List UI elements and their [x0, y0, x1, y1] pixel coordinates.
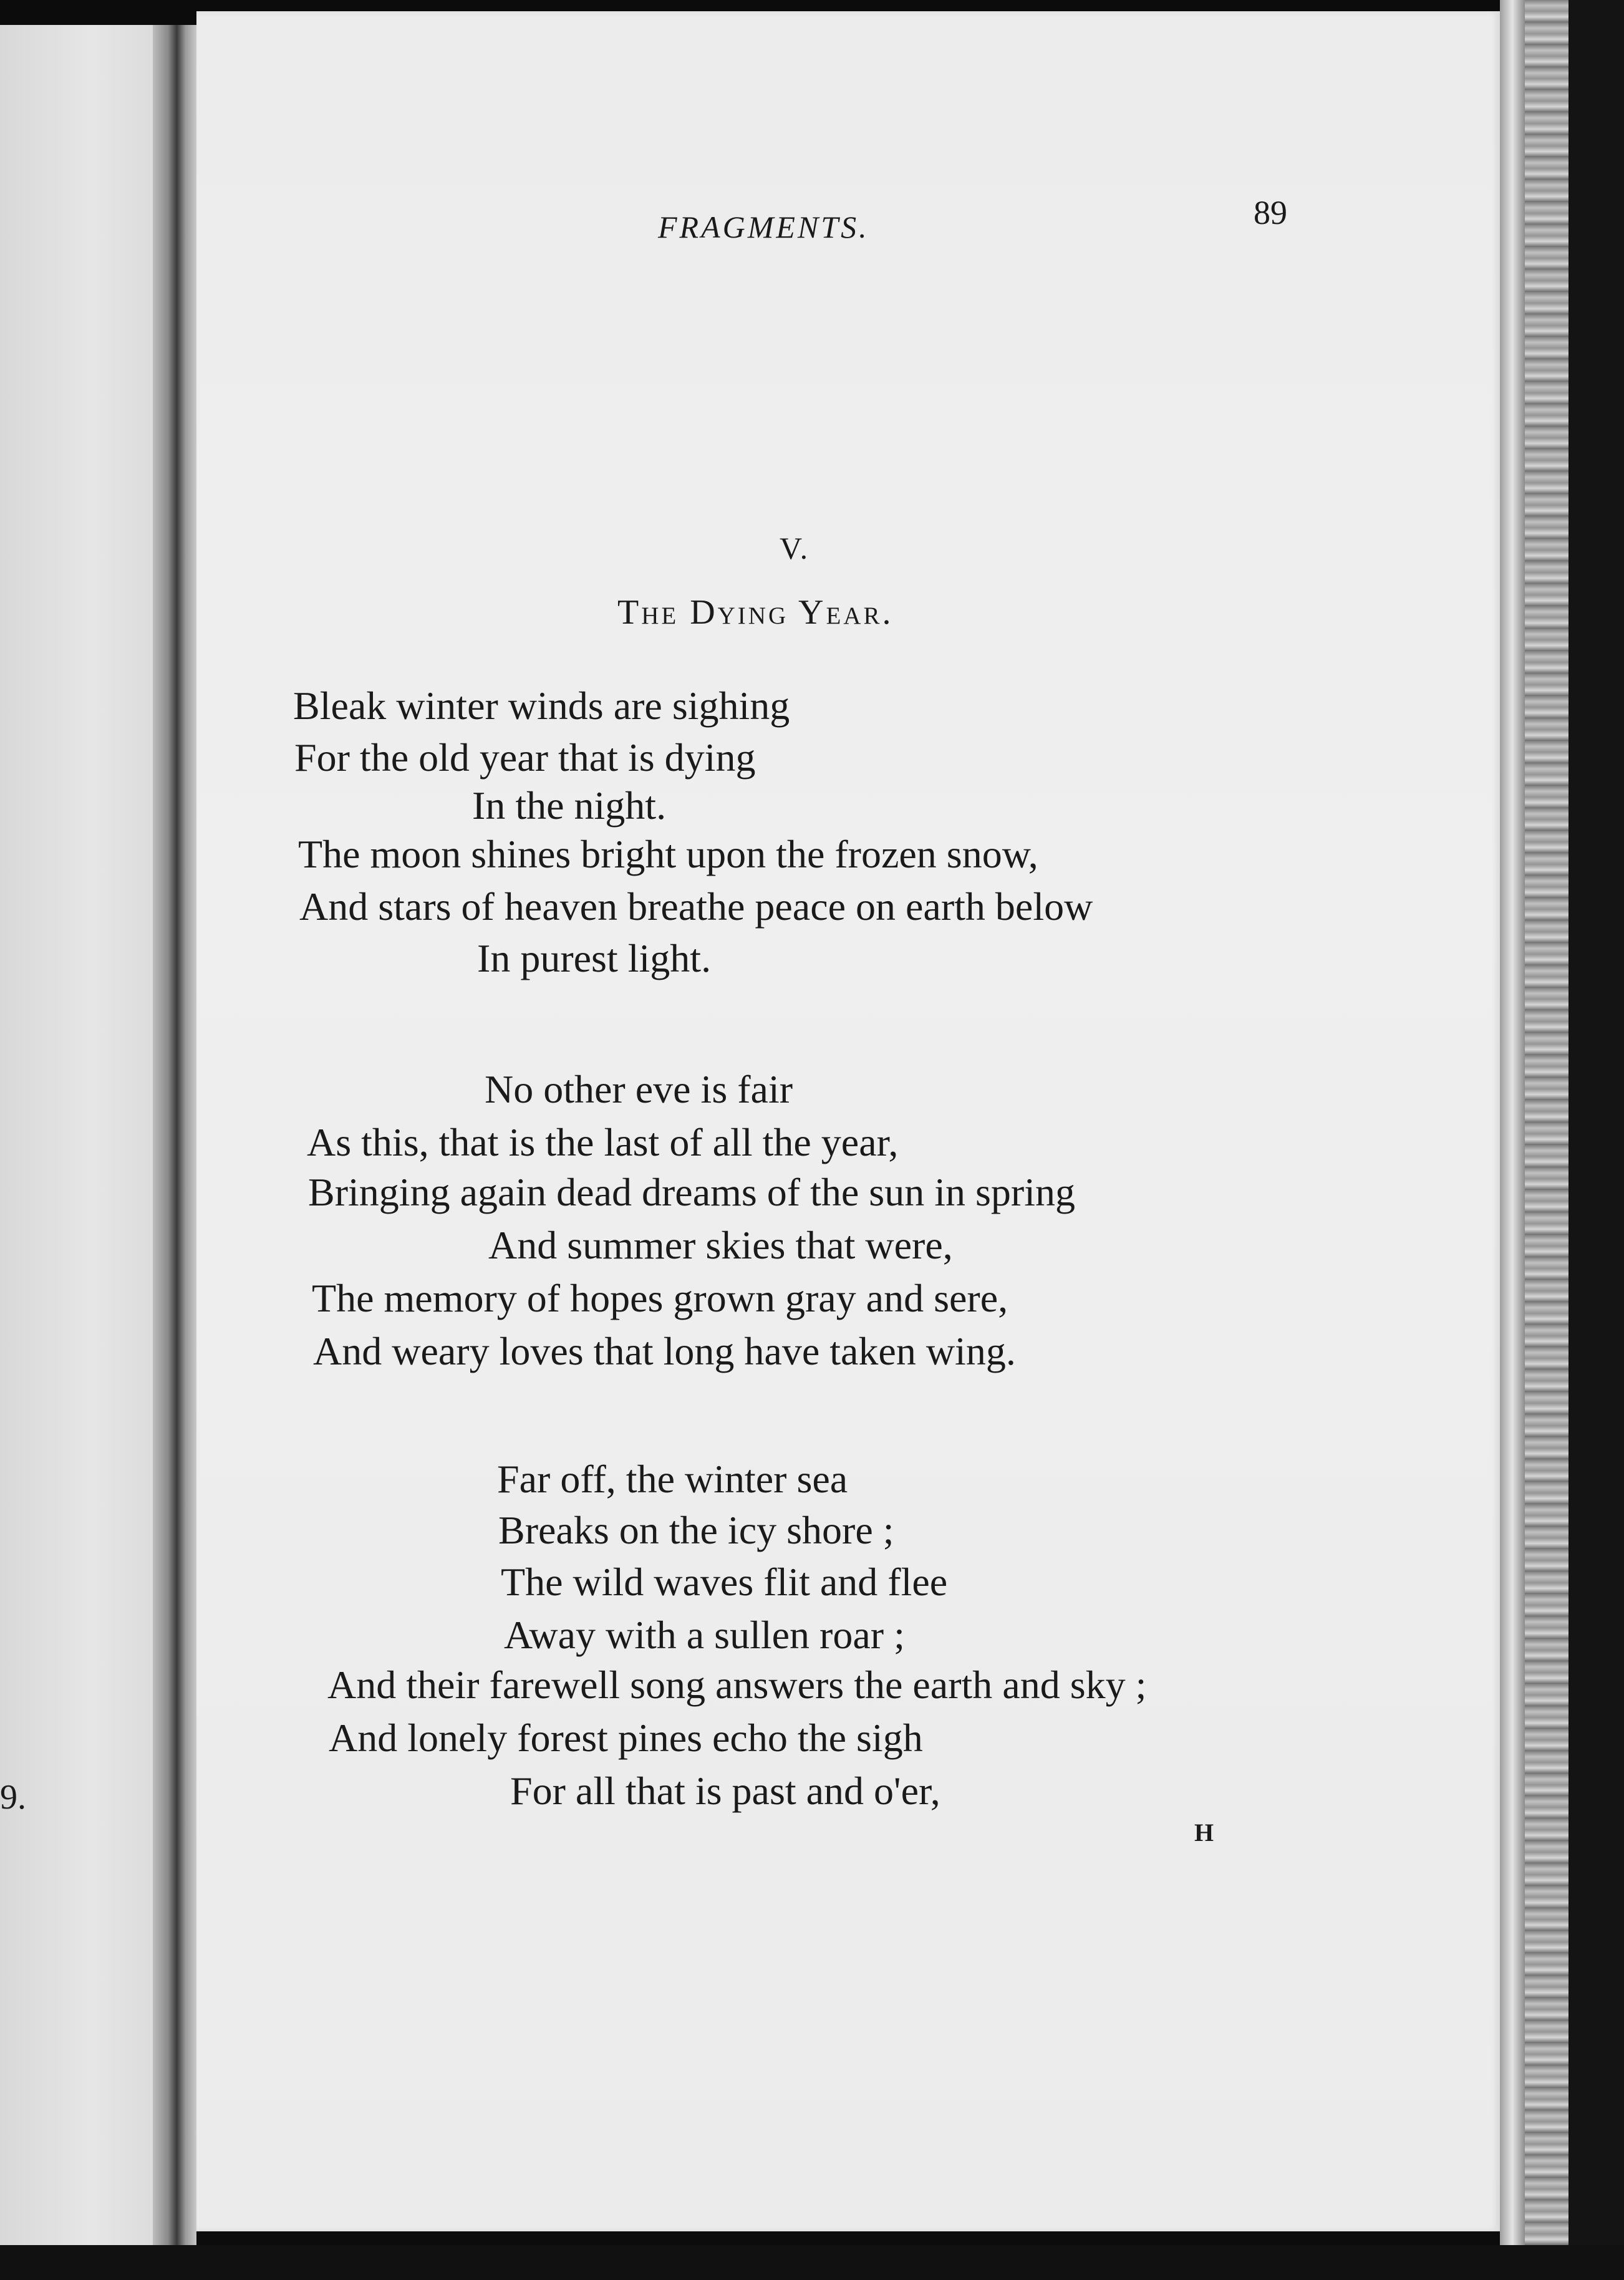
- poem-line: And their farewell song answers the earth and sky ;: [327, 1663, 1147, 1707]
- poem-line: No other eve is fair: [485, 1067, 793, 1111]
- poem-line: As this, that is the last of all the year,: [307, 1120, 899, 1164]
- poem-line: The memory of hopes grown gray and sere,: [312, 1276, 1008, 1320]
- signature-mark: H: [1194, 1819, 1214, 1847]
- running-head: FRAGMENTS.: [658, 210, 869, 244]
- section-number: V.: [780, 531, 810, 566]
- poem-line: Bringing again dead dreams of the sun in spring: [308, 1170, 1075, 1214]
- poem-line: In purest light.: [477, 936, 712, 980]
- page-number: 89: [1254, 194, 1287, 231]
- poem-line: And stars of heaven breathe peace on earth below: [299, 884, 1093, 929]
- poem-line: Breaks on the icy shore ;: [498, 1508, 894, 1552]
- poem-title: The Dying Year.: [617, 593, 894, 632]
- left-page-fragment-text: 9.: [0, 1778, 26, 1817]
- poem-line: And weary loves that long have taken wing.: [313, 1329, 1016, 1373]
- poem-line: For all that is past and o'er,: [510, 1769, 940, 1813]
- poem-line: And lonely forest pines echo the sigh: [329, 1716, 923, 1760]
- poem-line: The moon shines bright upon the frozen snow,: [298, 832, 1038, 876]
- poem-line: Away with a sullen roar ;: [504, 1613, 905, 1657]
- poem-line: In the night.: [472, 783, 667, 828]
- poem-line: For the old year that is dying: [294, 735, 756, 780]
- poem-line: Far off, the winter sea: [497, 1457, 848, 1501]
- poem-line: Bleak winter winds are sighing: [293, 684, 790, 728]
- poem-line: The wild waves flit and flee: [501, 1560, 948, 1604]
- poem-line: And summer skies that were,: [488, 1223, 953, 1267]
